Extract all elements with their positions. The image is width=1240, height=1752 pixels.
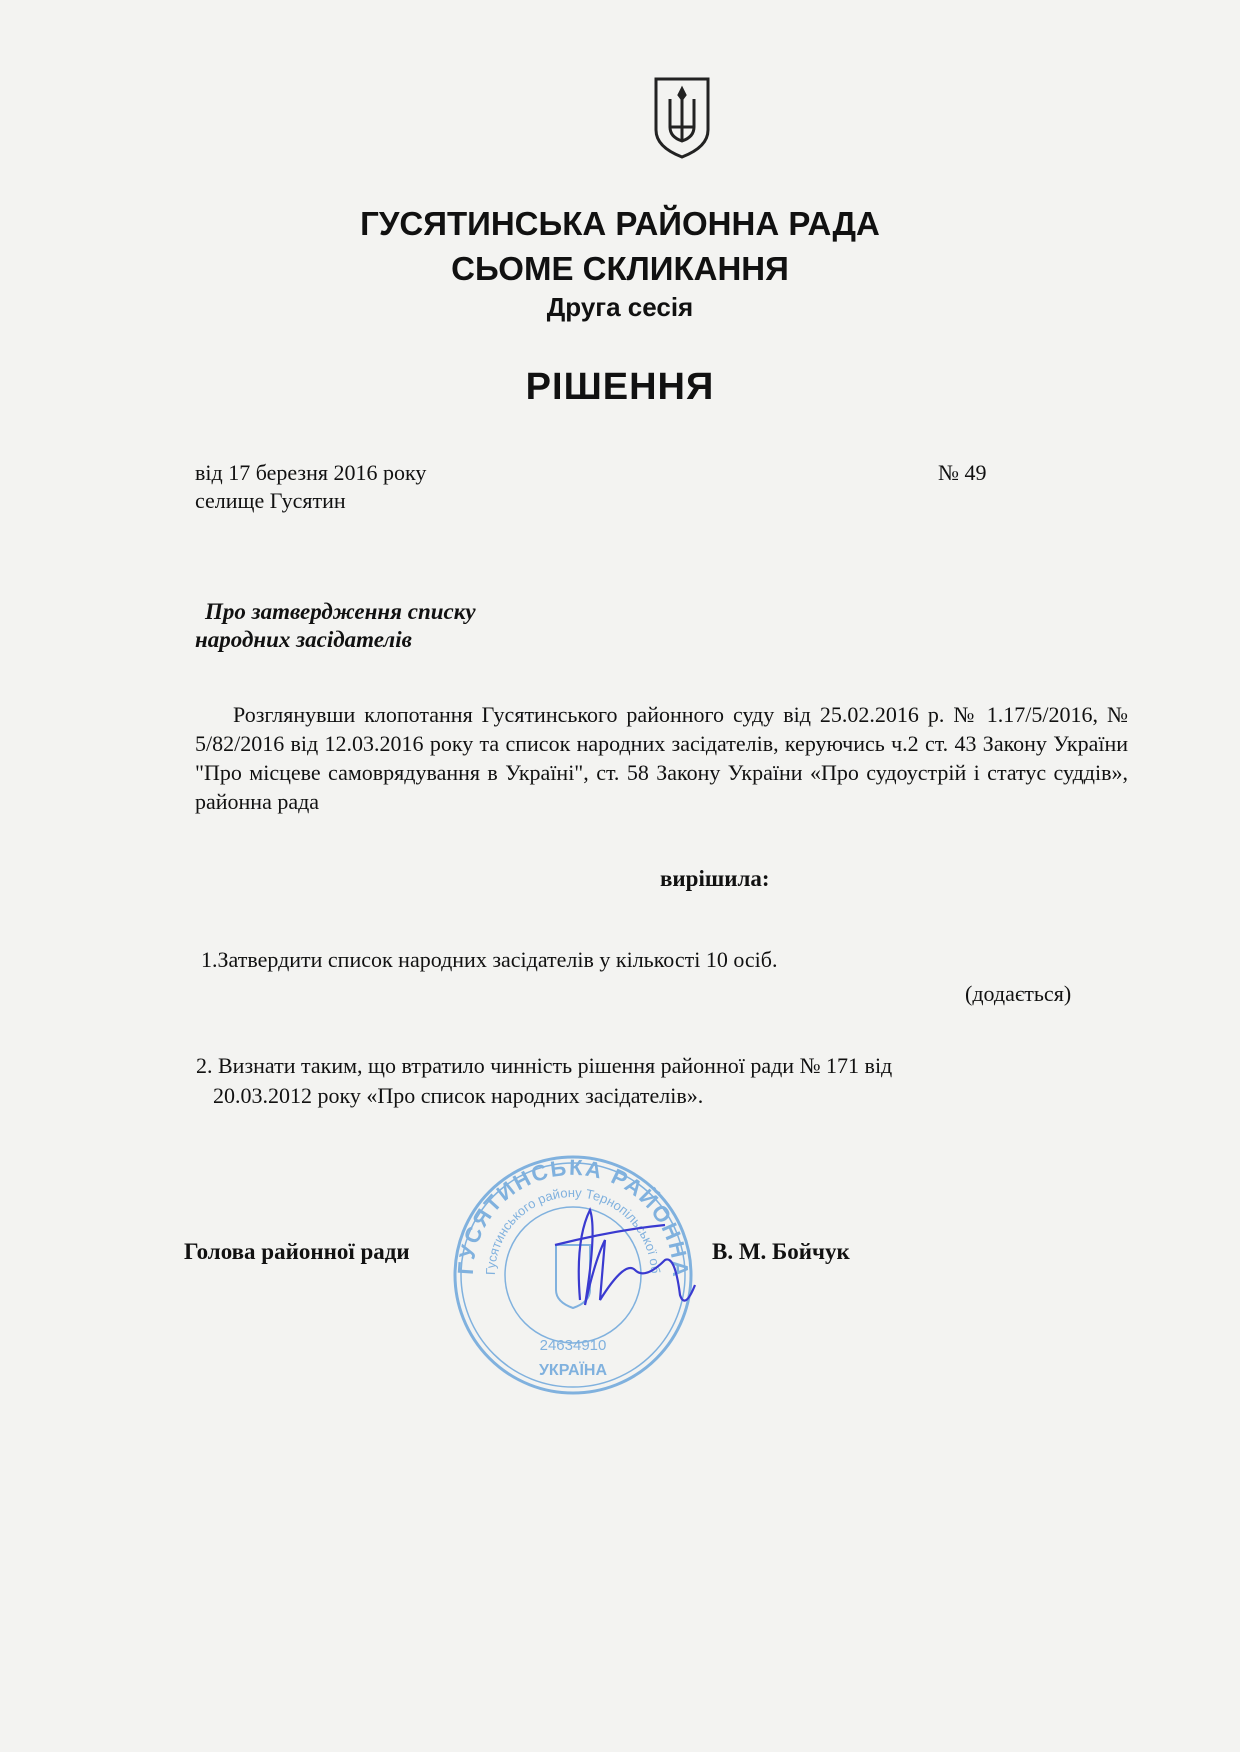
signatory-position: Голова районної ради bbox=[184, 1239, 410, 1264]
item-2: 2. Визнати таким, що втратило чинність рішення районної ради № 171 від bbox=[196, 1053, 893, 1078]
item-1: 1.Затвердити список народних засідателів у кількості 10 осіб. bbox=[201, 947, 778, 972]
stamp-code: 24634910 bbox=[539, 1337, 607, 1354]
subject-line-1: Про затвердження списку bbox=[205, 599, 476, 624]
item-1-note: (додається) bbox=[965, 981, 1072, 1006]
convocation: СЬОМЕ СКЛИКАННЯ bbox=[451, 250, 789, 287]
stamp-inner-text: Гусятинського району Тернопільської об bbox=[482, 1184, 664, 1276]
preamble: Розглянувши клопотання Гусятинського районного суду від 25.02.2016 р. № 1.17/5/2016, № 5/82/2016 від 12.03.2016 року та список народних засідателів, керуючись ч.2 ст. 43 Закону України "Про місцеве самоврядування в Україні", ст. 58 Закону України «Про судоустрій і статус суддів», районна рада bbox=[195, 702, 1128, 814]
council-name: ГУСЯТИНСЬКА РАЙОННА РАДА bbox=[360, 205, 880, 242]
decided-heading: вирішила: bbox=[660, 866, 770, 891]
item-2-cont: 20.03.2012 року «Про список народних засідателів». bbox=[213, 1083, 704, 1108]
stamp-outer-text: ГУСЯТИНСЬКА РАЙОННА bbox=[452, 1154, 694, 1280]
decision-number: № 49 bbox=[938, 460, 987, 485]
handwritten-signature bbox=[535, 1200, 715, 1320]
decision-place: селище Гусятин bbox=[195, 488, 346, 513]
decision-date: від 17 березня 2016 року bbox=[195, 460, 427, 485]
coat-of-arms-icon bbox=[652, 75, 712, 160]
signatory-name: В. М. Бойчук bbox=[712, 1239, 850, 1264]
document-type: РІШЕННЯ bbox=[525, 366, 715, 408]
stamp-country: УКРАЇНА bbox=[538, 1362, 608, 1379]
session: Друга сесія bbox=[546, 292, 694, 322]
subject-line-2: народних засідателів bbox=[195, 627, 412, 652]
